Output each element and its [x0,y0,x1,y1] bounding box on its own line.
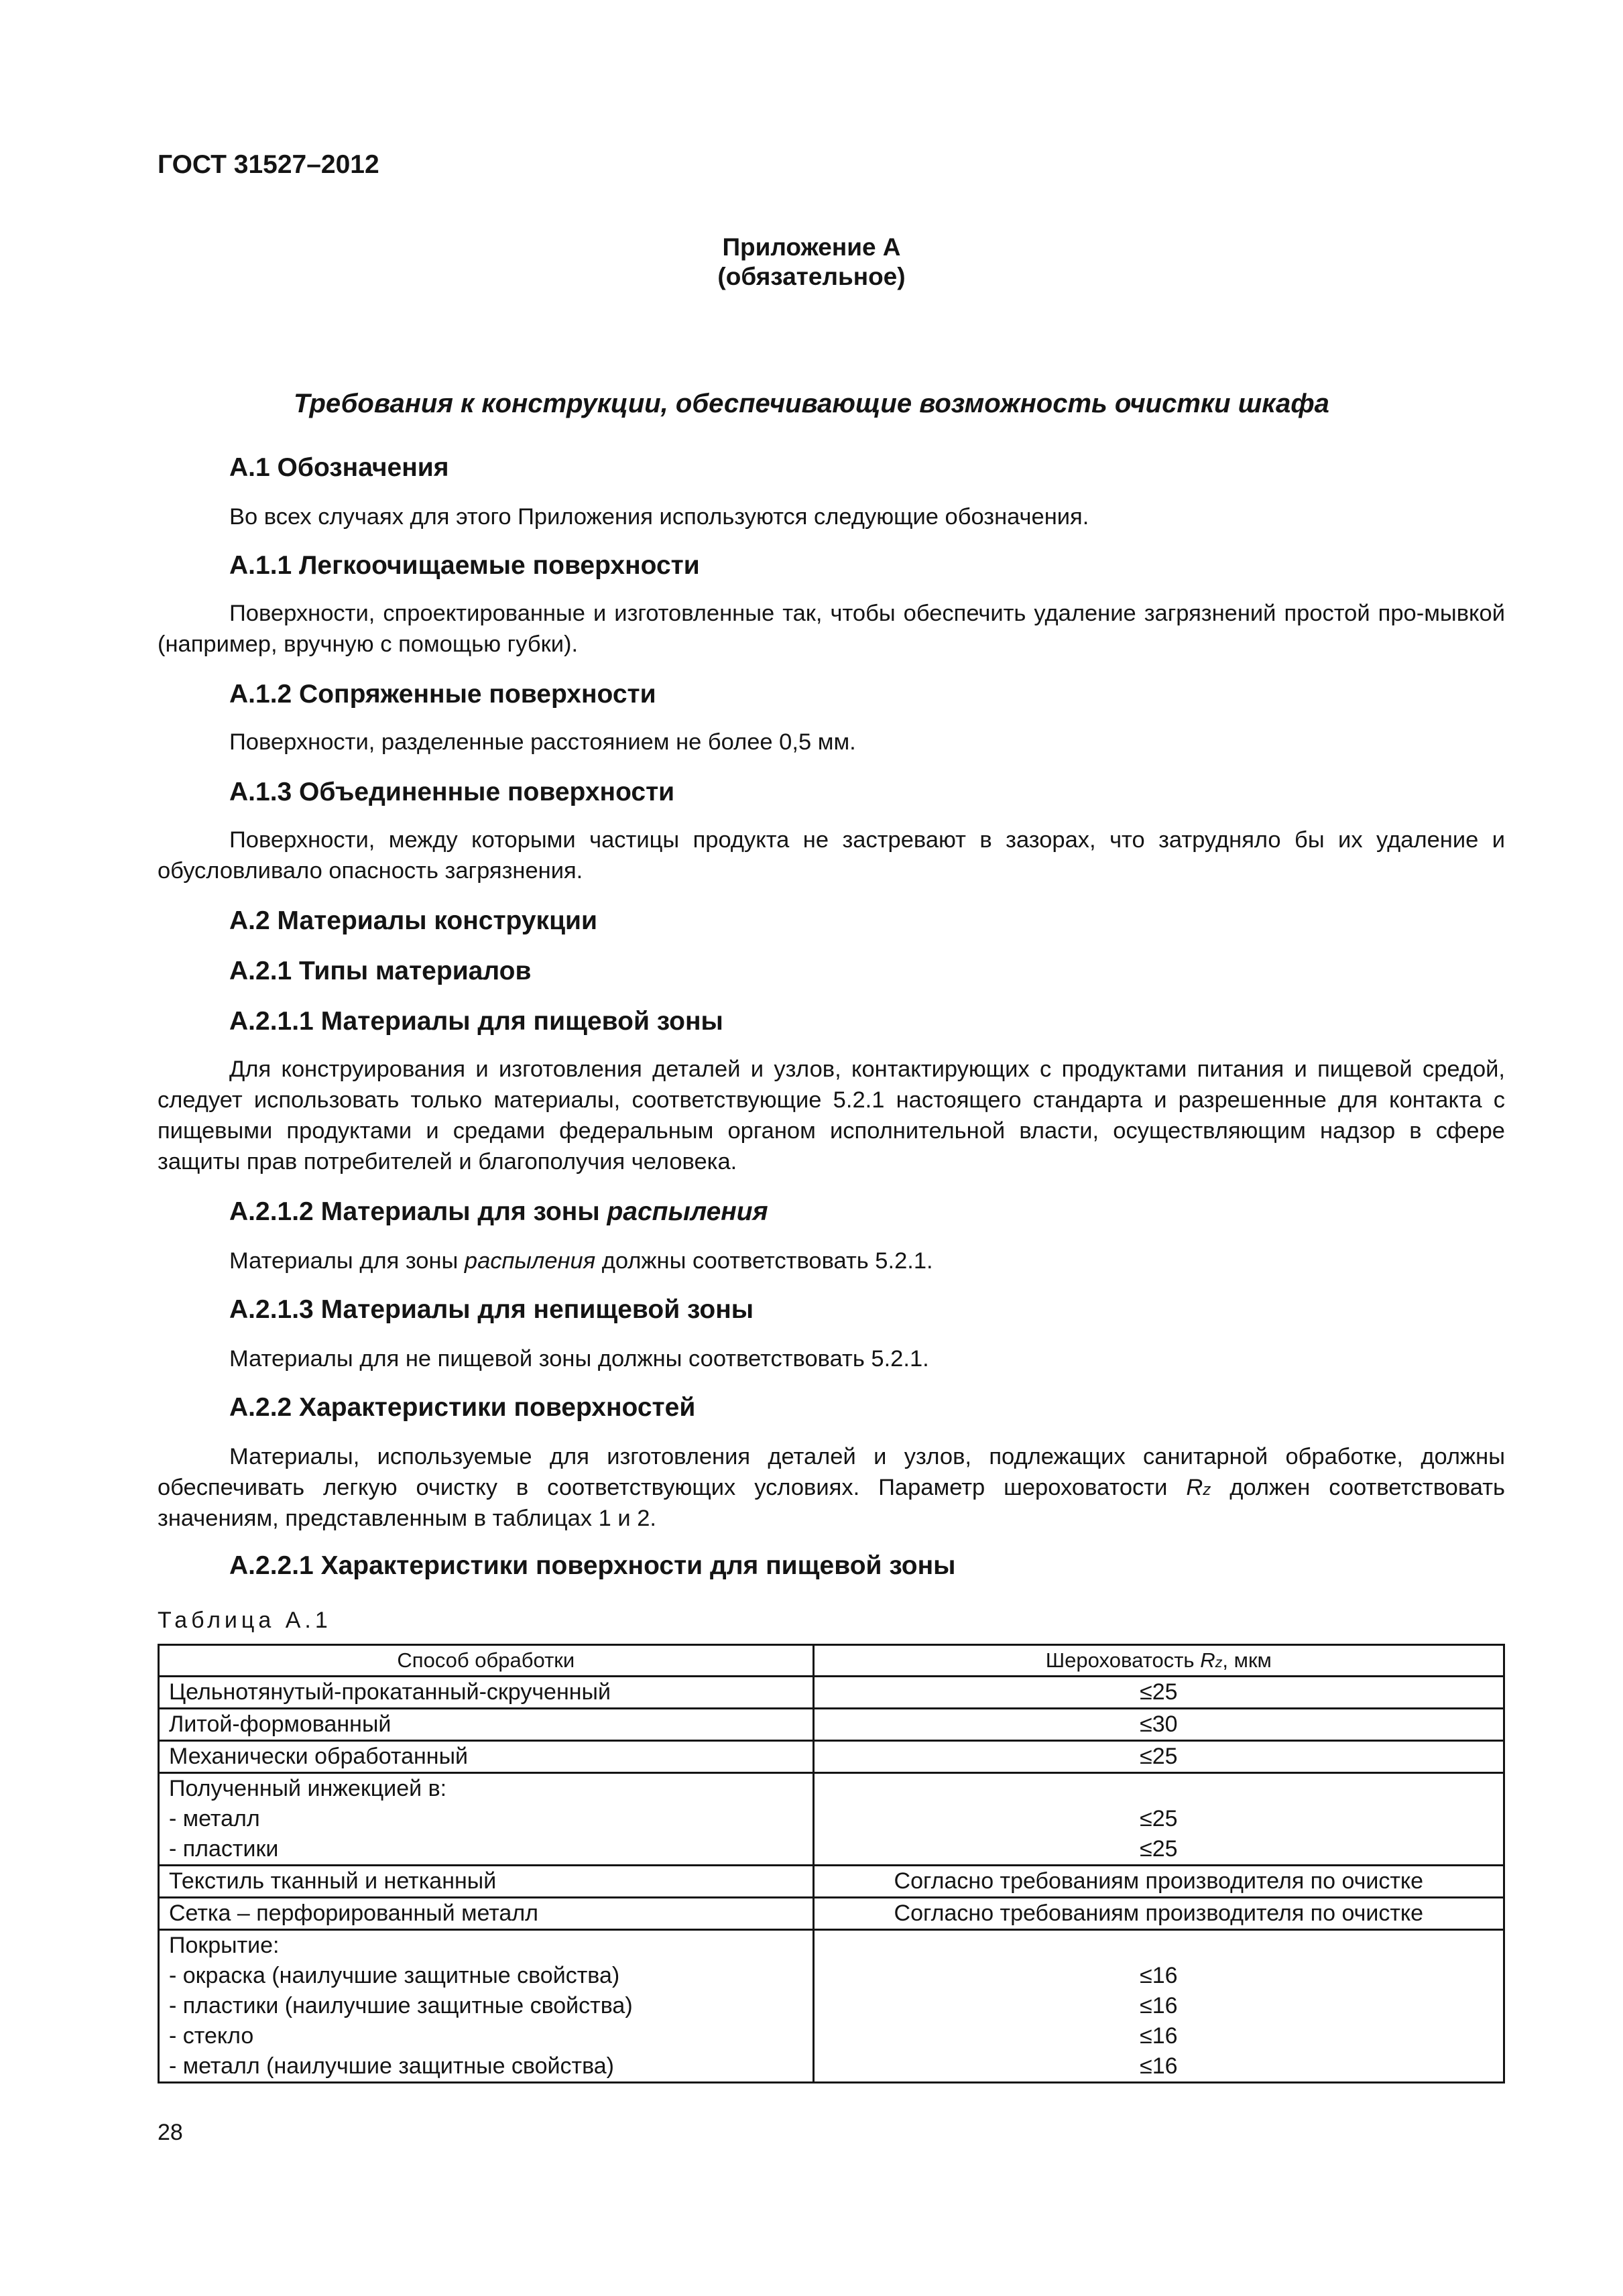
cell-method [159,1930,814,2083]
method-line: - пластики [169,1836,279,1862]
roughness-value: ≤25 [1140,1806,1178,1831]
roughness-value: ≤25 [1140,1836,1178,1862]
column-header-roughness-prefix: Шероховатость [1045,1648,1201,1672]
method-line: Текстиль тканный и нетканный [169,1868,497,1894]
roughness-value: ≤30 [1140,1711,1178,1737]
paragraph-a212-prefix: Материалы для зоны [229,1248,465,1274]
method-line: - металл (наилучшие защитные свойства) [169,2053,614,2079]
cell-method [159,1709,814,1741]
roughness-value: ≤25 [1140,1679,1178,1705]
paragraph-a22-prefix: Материалы, используемые для изготовления деталей и узлов, подлежащих санитарной обработке, должны обеспечивать легкую очистку в соответствующих условиях. Параметр шероховатости [158,1444,1505,1500]
paragraph-a11: Поверхности, спроектированные и изготовленные так, чтобы обеспечить удаление загрязнений простой про-мывкой (например, вручную с помощью губки). [158,601,1505,657]
annex-status: (обязательное) [717,263,906,290]
paragraph-a211: Для конструирования и изготовления деталей и узлов, контактирующих с продуктами питания и пищевой средой, следует использовать только материалы, соответствующие 5.2.1 настоящего стандарта и разрешенные для контакта с пищевыми продуктами и средами федеральным органом исполнительной власти, осуществляющим надзор в сфере защиты прав потребителей и благополучия человека. [158,1056,1505,1174]
roughness-value: ≤25 [1140,1744,1178,1769]
roughness-table [158,1644,1505,2083]
table-row [159,1709,1504,1741]
heading-a22: А.2.2 Характеристики поверхностей [229,1393,696,1422]
method-line: Сетка – перфорированный металл [169,1900,539,1926]
cell-roughness [813,1773,1504,1866]
table-row [159,1773,1504,1866]
roughness-value: ≤16 [1140,1993,1178,2018]
method-line: Механически обработанный [169,1744,469,1769]
cell-roughness [813,1709,1504,1741]
paragraph-a1: Во всех случаях для этого Приложения используются следующие обозначения. [229,504,1089,530]
heading-a12: А.1.2 Сопряженные поверхности [229,680,656,709]
roughness-value [824,1931,1494,1961]
table-header-row [159,1645,1504,1677]
column-header-roughness-sub: z [1215,1654,1223,1671]
cell-method [159,1866,814,1898]
heading-a13: А.1.3 Объединенные поверхности [229,778,675,806]
roughness-value: Согласно требованиям производителя по очистке [894,1900,1424,1926]
heading-a11: А.1.1 Легкоочищаемые поверхности [229,551,700,580]
paragraph-a22-suffix: должен соответствовать значениям, представленным в таблицах 1 и 2. [158,1475,1505,1531]
method-line: - стекло [169,2023,254,2049]
paragraph-a213: Материалы для не пищевой зоны должны соответствовать 5.2.1. [229,1346,929,1372]
heading-a21: А.2.1 Типы материалов [229,957,532,985]
roughness-value: ≤16 [1140,2023,1178,2049]
cell-roughness [813,1866,1504,1898]
annex-title: Требования к конструкции, обеспечивающие возможность очистки шкафа [294,389,1329,418]
table-row [159,1741,1504,1773]
method-line: - металл [169,1806,260,1831]
roughness-value [824,1774,1494,1804]
paragraph-a212-italic: распыления [464,1248,596,1274]
table-row [159,1866,1504,1898]
heading-a212-italic: распыления [607,1197,768,1226]
standard-code: ГОСТ 31527–2012 [158,150,379,179]
column-header-roughness-suffix: , мкм [1222,1648,1272,1672]
annex-label: Приложение А [722,233,901,261]
roughness-value: Согласно требованиям производителя по очистке [894,1868,1424,1894]
column-header-roughness [813,1645,1504,1677]
cell-method [159,1898,814,1930]
heading-a211: А.2.1.1 Материалы для пищевой зоны [229,1007,723,1036]
roughness-symbol-letter: R [1186,1475,1203,1500]
cell-roughness [813,1930,1504,2083]
cell-roughness [813,1677,1504,1709]
table-row [159,1930,1504,2083]
heading-a212-prefix: А.2.1.2 Материалы для зоны [229,1197,607,1226]
method-line: Полученный инжекцией в: [169,1776,447,1801]
roughness-value: ≤16 [1140,2053,1178,2079]
heading-a1: А.1 Обозначения [229,453,449,482]
column-header-roughness-symbol: R [1200,1648,1215,1672]
cell-method [159,1677,814,1709]
cell-roughness [813,1898,1504,1930]
paragraph-a13: Поверхности, между которыми частицы продукта не застревают в зазорах, что затрудняло бы их удаление и обусловливало опасность загрязнения. [158,827,1505,884]
page-number: 28 [158,2120,183,2145]
heading-a213: А.2.1.3 Материалы для непищевой зоны [229,1295,754,1324]
cell-method [159,1773,814,1866]
heading-a2: А.2 Материалы конструкции [229,906,597,935]
method-line: Покрытие: [169,1933,280,1958]
roughness-symbol [1186,1475,1211,1500]
method-line: Цельнотянутый-прокатанный-скрученный [169,1679,611,1705]
roughness-symbol-sub: z [1203,1481,1211,1499]
table-body [159,1677,1504,2083]
method-line: - пластики (наилучшие защитные свойства) [169,1993,633,2018]
paragraph-a212 [158,1246,1505,1276]
method-line: Литой-формованный [169,1711,392,1737]
roughness-value: ≤16 [1140,1963,1178,1988]
table-row [159,1677,1504,1709]
method-line: - окраска (наилучшие защитные свойства) [169,1963,620,1988]
heading-a212 [229,1197,768,1227]
paragraph-a212-suffix: должны соответствовать 5.2.1. [595,1248,933,1274]
table-row [159,1898,1504,1930]
column-header-method: Способ обработки [159,1645,814,1677]
cell-method [159,1741,814,1773]
table-caption: Таблица А.1 [158,1608,332,1633]
paragraph-a12: Поверхности, разделенные расстоянием не более 0,5 мм. [229,729,856,755]
cell-roughness [813,1741,1504,1773]
paragraph-a22 [158,1441,1505,1534]
heading-a221: А.2.2.1 Характеристики поверхности для пищевой зоны [229,1551,956,1580]
